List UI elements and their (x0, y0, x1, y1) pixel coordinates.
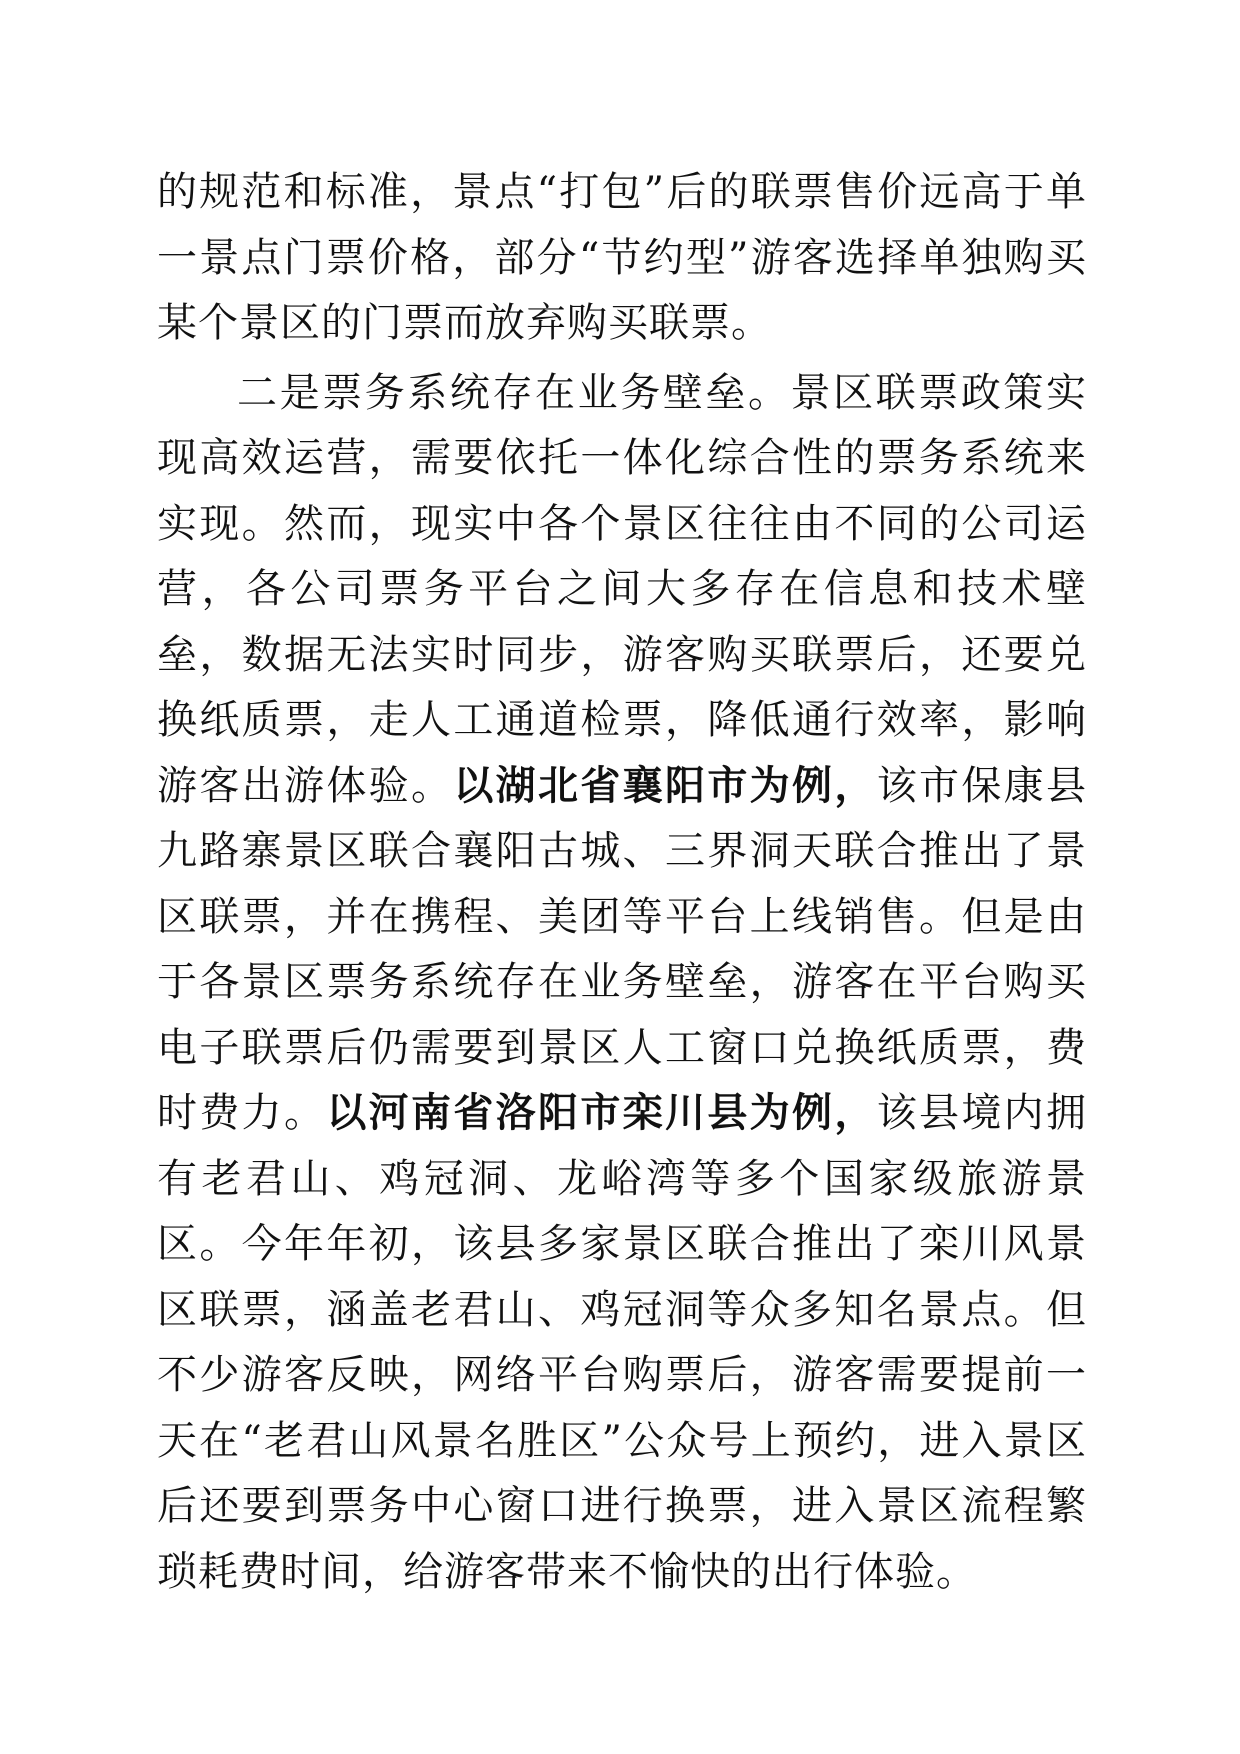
example-heading-hubei: 以湖北省襄阳市为例， (453, 762, 877, 809)
example-heading-henan: 以河南省洛阳市栾川县为例， (326, 1090, 877, 1136)
paragraph-2-text-3: 该县境内拥有老君山、鸡冠洞、龙峪湾等多个国家级旅游景区。今年年初，该县多家景区联合推出了栾川风景区联票，涵盖老君山、鸡冠洞等众多知名景点。但不少游客反映，网络平台购票后，游客需要提前一天在“老君山风景名胜区”公众号上预约，进入景区后还要到票务中心窗口进行换票，进入景区流程繁琐耗费时间，给游客带来不愉快的出行体验。 (157, 1090, 1088, 1595)
paragraph-1: 的规范和标准，景点“打包”后的联票售价远高于单一景点门票价格，部分“节约型”游客选择单独购买某个景区的门票而放弃购买联票。 (157, 169, 1087, 346)
paragraph-2-text-2: 该市保康县九路寨景区联合襄阳古城、三界洞天联合推出了景区联票，并在携程、美团等平台上线销售。但是由于各景区票务系统存在业务壁垒，游客在平台购买电子联票后仍需要到景区人工窗口兑换纸质票，费时费力。 (157, 762, 1088, 1136)
paragraph-2 (157, 361, 1087, 1606)
paragraph-2-text-1: 二是票务系统存在业务壁垒。景区联票政策实现高效运营，需要依托一体化综合性的票务系统来实现。然而，现实中各个景区往往由不同的公司运营，各公司票务平台之间大多存在信息和技术壁垒，数据无法实时同步，游客购买联票后，还要兑换纸质票，走人工通道检票，降低通行效率，影响游客出游体验。 (157, 369, 1087, 809)
document-body (157, 160, 1087, 1609)
